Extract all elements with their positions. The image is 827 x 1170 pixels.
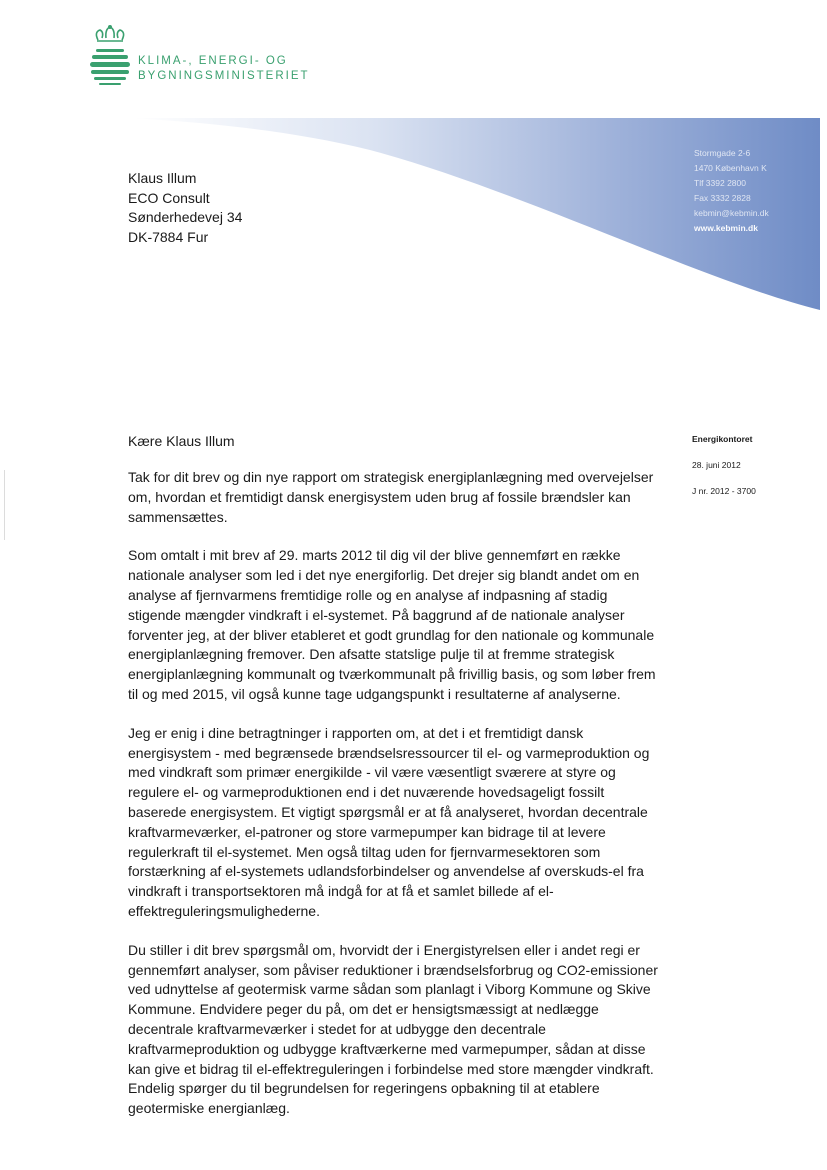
crown-globe-icon <box>88 24 132 90</box>
letter-meta <box>692 434 812 496</box>
contact-line: 1470 København K <box>694 163 767 173</box>
ministry-logo <box>88 24 328 94</box>
ministry-name-line-1: KLIMA-, ENERGI- OG <box>138 55 288 67</box>
letter-body <box>128 468 658 1138</box>
paragraph: Du stiller i dit brev spørgsmål om, hvorvidt der i Energistyrelsen eller i andet regi er gennemført analyser, som påviser reduktioner i brændselsforbrug og CO2-emissioner ved udnyttelse af geotermisk varme sådan som planlagt i Viborg Kommune og Skive Kommune. Endvidere peger du på, om det er hensigtsmæssigt at nedlægge decentrale kraftvarmeværker i stedet for at udbygge den decentrale kraftvarmeproduktion og udbygge kraftværkerne med varmepumper, sådan at disse kan give et bidrag til el-effektreguleringen i forbindelse med store mængder vindkraft. Endelig spørger du til begrundelsen for regeringens opbakning til at etablere geotermiske energianlæg. <box>128 941 658 1117</box>
scan-margin-mark <box>4 470 5 540</box>
recipient-line: DK-7884 Fur <box>128 228 209 245</box>
contact-email: kebmin@kebmin.dk <box>694 208 769 218</box>
reference-number: J nr. 2012 - 3700 <box>692 486 756 496</box>
paragraph: Tak for dit brev og din nye rapport om strategisk energiplanlægning med overvejelser om, hvordan et fremtidigt dansk energisystem uden brug af fossile brændsler kan sammensættes. <box>128 469 654 525</box>
letter-date: 28. juni 2012 <box>692 460 741 470</box>
paragraph: Jeg er enig i dine betragtninger i rapporten om, at det i et fremtidigt dansk energisystem - med begrænsede brændselsressourcer til el- og varmeproduktion og med vindkraft som primær energikilde - vil være væsentligt sværere at styre og regulere el- og varmeproduktionen end i det nuværende hovedsageligt fossilt baserede energisystem. Et vigtigt spørgsmål er at få analyseret, hvordan decentrale kraftvarmeværker, el-patroner og store varmepumper kan bidrage til at levere regulerkraft til el-systemet. Men også tiltag uden for fjernvarmesektoren som forstærkning af el-systemets udlandsforbindelser og anvendelse af overskuds-el fra vindkraft i transportsektoren må indgå for at få et samlet billede af el-effektreguleringsmulighederne. <box>128 724 650 919</box>
contact-line: Fax 3332 2828 <box>694 193 751 203</box>
website: www.kebmin.dk <box>694 223 758 233</box>
recipient-line: Klaus Illum <box>128 170 197 186</box>
recipient-address <box>128 169 242 247</box>
contact-block <box>694 146 824 236</box>
paragraph: Som omtalt i mit brev af 29. marts 2012 til dig vil der blive gennemført en række nationale analyser som led i det nye energiforlig. Det drejer sig blandt andet om en analyse af fjernvarmens fremtidige rolle og en analyse af indpasning af stadig stigende mængder vindkraft i el-systemet. På baggrund af de nationale analyser forventer jeg, at der bliver etableret et godt grundlag for den nationale og kommunale energiplanlægning fremover. Den afsatte statslige pulje til at fremme strategisk energiplanlægning kommunalt og tværkommunalt på frivillig basis, og som løber frem til og med 2015, vil også kunne tage udgangspunkt i resultaterne af analyserne. <box>128 547 656 702</box>
recipient-line: Sønderhedevej 34 <box>128 209 243 225</box>
department-name: Energikontoret <box>692 434 753 444</box>
salutation: Kære Klaus Illum <box>128 433 235 449</box>
ministry-name <box>138 54 310 84</box>
ministry-name-line-2: BYGNINGSMINISTERIET <box>138 70 310 82</box>
recipient-line: ECO Consult <box>128 189 210 206</box>
contact-line: Stormgade 2-6 <box>694 148 751 158</box>
contact-line: Tlf 3392 2800 <box>694 178 746 188</box>
